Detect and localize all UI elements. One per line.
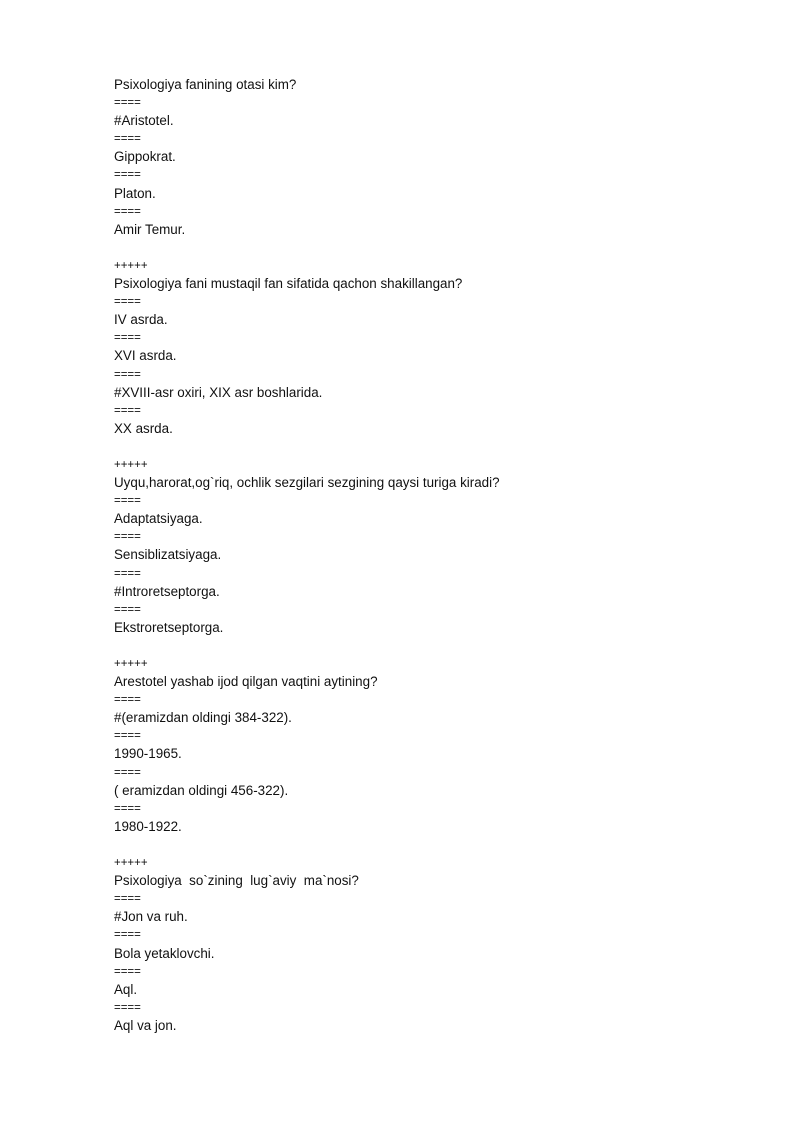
separator: ==== <box>114 965 141 978</box>
answer-option: Adaptatsiyaga. <box>114 511 203 527</box>
separator: ==== <box>114 1001 141 1014</box>
answer-option: XX asrda. <box>114 420 173 436</box>
separator: ==== <box>114 495 141 508</box>
answer-option: 1980-1922. <box>114 818 182 834</box>
question-block-4 <box>114 673 734 836</box>
answer-option: ( eramizdan oldingi 456-322). <box>114 782 289 798</box>
separator: ==== <box>114 694 141 707</box>
answer-option: #Aristotel. <box>114 113 174 129</box>
answer-option: Amir Temur. <box>114 221 186 237</box>
separator: ==== <box>114 368 141 381</box>
block-separator: +++++ <box>114 857 148 870</box>
separator: ==== <box>114 97 141 110</box>
separator: ==== <box>114 893 141 906</box>
answer-option: #Jon va ruh. <box>114 909 188 925</box>
answer-option: #XVIII-asr oxiri, XIX asr boshlarida. <box>114 384 323 400</box>
separator: ==== <box>114 169 141 182</box>
answer-option: Sensiblizatsiyaga. <box>114 547 222 563</box>
question-block-3 <box>114 474 734 637</box>
answer-option: Ekstroretseptorga. <box>114 619 224 635</box>
answer-option: Bola yetaklovchi. <box>114 945 215 961</box>
separator: ==== <box>114 205 141 218</box>
question-text: Psixologiya fani mustaqil fan sifatida qachon shakillangan? <box>114 276 463 292</box>
separator: ==== <box>114 133 141 146</box>
question-text: Uyqu,harorat,og`riq, ochlik sezgilari sezgining qaysi turiga kiradi? <box>114 475 500 491</box>
block-separator: +++++ <box>114 458 148 471</box>
separator: ==== <box>114 766 141 779</box>
separator: ==== <box>114 567 141 580</box>
separator: ==== <box>114 296 141 309</box>
separator: ==== <box>114 603 141 616</box>
separator: ==== <box>114 332 141 345</box>
blank-line <box>114 836 734 854</box>
block-separator: +++++ <box>114 259 148 272</box>
separator: ==== <box>114 730 141 743</box>
question-block-5 <box>114 872 734 1035</box>
separator: ==== <box>114 531 141 544</box>
answer-option: Platon. <box>114 185 156 201</box>
question-block-2 <box>114 275 734 438</box>
question-block-1 <box>114 76 734 239</box>
answer-option: Aql. <box>114 981 138 997</box>
question-text: Psixologiya fanining otasi kim? <box>114 77 297 92</box>
blank-line <box>114 637 734 655</box>
answer-option: Gippokrat. <box>114 149 176 165</box>
answer-option: XVI asrda. <box>114 348 177 364</box>
document-page <box>114 76 734 1035</box>
blank-line <box>114 239 734 257</box>
separator: ==== <box>114 802 141 815</box>
question-text: Arestotel yashab ijod qilgan vaqtini aytining? <box>114 674 378 690</box>
blank-line <box>114 438 734 456</box>
answer-option: 1990-1965. <box>114 746 182 762</box>
answer-option: IV asrda. <box>114 312 168 328</box>
answer-option: #Introretseptorga. <box>114 583 220 599</box>
question-text: Psixologiya so`zining lug`aviy ma`nosi? <box>114 873 359 889</box>
block-separator: +++++ <box>114 658 148 670</box>
answer-option: #(eramizdan oldingi 384-322). <box>114 710 292 726</box>
separator: ==== <box>114 929 141 942</box>
separator: ==== <box>114 404 141 417</box>
answer-option: Aql va jon. <box>114 1017 177 1033</box>
